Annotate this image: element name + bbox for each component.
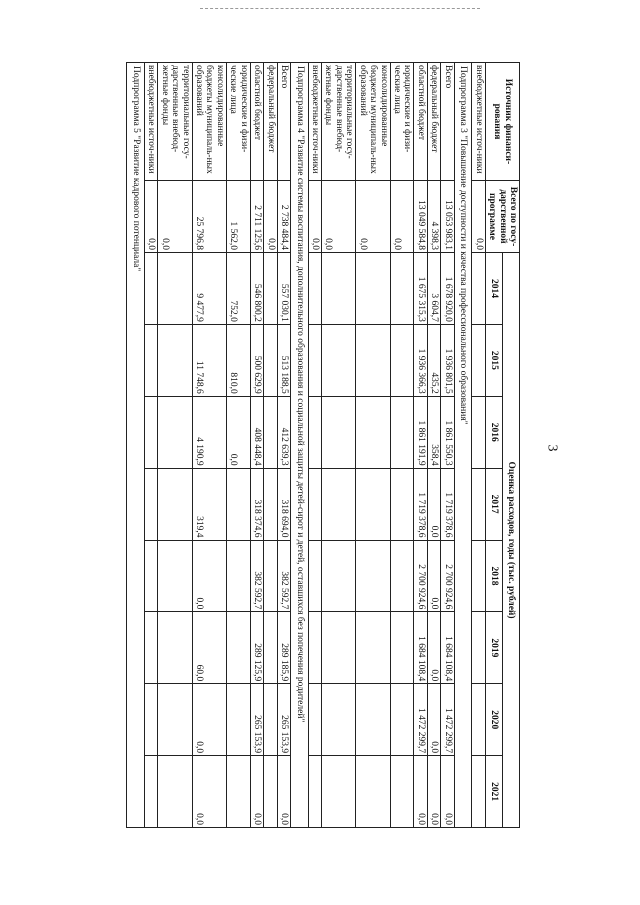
row-total: 0,0 [308,181,321,253]
row-year-value [308,756,321,828]
row-year-value: 0,0 [192,756,226,828]
row-source-label: областной бюджет [414,63,427,181]
row-year-value: 752,0 [226,253,250,325]
row-year-value [322,396,356,468]
row-year-value [158,612,192,684]
row-source-label: консолидированные бюджеты муниципаль-ных образований [356,63,390,181]
row-year-value [390,540,414,612]
header-year: 2021 [485,756,502,828]
row-year-value [264,324,277,396]
header-year: 2014 [485,253,502,325]
row-year-value: 2 700 924,6 [441,540,454,612]
header-year: 2019 [485,612,502,684]
table-row [322,63,356,828]
row-year-value [226,468,250,540]
row-year-value [356,324,390,396]
row-year-value: 0,0 [427,540,440,612]
row-source-label: территориальные госу-дарственные внебюд-жетные фонды [158,63,192,181]
row-year-value: 1 684 108,4 [441,612,454,684]
header-estimate: Оценка расходов, годы (тыс. рублей) [502,253,519,828]
table-row [250,63,263,828]
subprogram-row [127,63,144,828]
row-year-value [308,396,321,468]
row-year-value: 408 448,4 [250,396,263,468]
header-year: 2018 [485,540,502,612]
row-year-value: 318 694,0 [277,468,290,540]
row-year-value [472,324,485,396]
row-source-label: внебюджетные источ-ники [308,63,321,181]
row-year-value: 1 719 378,6 [414,468,427,540]
row-year-value [472,253,485,325]
row-year-value [226,684,250,756]
row-year-value [144,324,157,396]
row-year-value [356,253,390,325]
row-year-value [264,756,277,828]
table-row [158,63,192,828]
row-source-label: областной бюджет [250,63,263,181]
rotated-table-wrapper [126,62,520,828]
scan-marks [200,8,480,13]
row-year-value [308,684,321,756]
subprogram-row [291,63,308,828]
row-total: 0,0 [390,181,414,253]
row-year-value [390,684,414,756]
header-year: 2016 [485,396,502,468]
row-year-value [144,684,157,756]
row-year-value: 1 861 191,9 [414,396,427,468]
row-source-label: внебюджетные источ-ники [472,63,485,181]
table-row [427,63,440,828]
row-source-label: Всего [441,63,454,181]
row-total: 0,0 [264,181,277,253]
row-source-label: Всего [277,63,290,181]
row-year-value: 289 125,9 [250,612,263,684]
row-year-value [390,253,414,325]
row-year-value: 0,0 [250,756,263,828]
row-total: 25 796,8 [192,181,226,253]
header-source: Источник финанси-рования [485,63,519,181]
row-total: 0,0 [356,181,390,253]
row-year-value: 382 592,7 [277,540,290,612]
row-year-value [322,612,356,684]
row-year-value: 500 629,9 [250,324,263,396]
row-year-value [144,253,157,325]
row-year-value [356,756,390,828]
row-source-label: консолидированные бюджеты муниципаль-ных образований [192,63,226,181]
row-source-label: федеральный бюджет [427,63,440,181]
row-total: 13 049 584,8 [414,181,427,253]
row-year-value: 1 719 378,6 [441,468,454,540]
subprogram-row [454,63,471,828]
row-year-value: 319,4 [192,468,226,540]
row-total: 13 053 983,1 [441,181,454,253]
row-year-value [264,468,277,540]
row-year-value [264,253,277,325]
table-row [414,63,427,828]
row-year-value [472,540,485,612]
row-year-value [322,540,356,612]
row-year-value [356,684,390,756]
row-year-value: 435,2 [427,324,440,396]
row-year-value [390,612,414,684]
table-row [192,63,226,828]
row-year-value [158,540,192,612]
table-row [308,63,321,828]
row-year-value: 382 592,7 [250,540,263,612]
row-year-value [144,540,157,612]
table-row [144,63,157,828]
row-year-value: 2 700 924,6 [414,540,427,612]
row-year-value [308,324,321,396]
row-year-value [226,612,250,684]
row-year-value: 1 684 108,4 [414,612,427,684]
header-total: Всего по госу-дарственной программе [485,181,519,253]
row-year-value [264,612,277,684]
row-year-value: 9 477,9 [192,253,226,325]
row-year-value [322,756,356,828]
row-year-value: 265 153,9 [277,684,290,756]
subprogram-title: Подпрограмма 3 "Повышение доступности и качества профессионального образования" [454,63,471,828]
row-source-label: федеральный бюджет [264,63,277,181]
row-year-value: 0,0 [277,756,290,828]
row-year-value [356,396,390,468]
table-row [356,63,390,828]
row-year-value [226,540,250,612]
table-row [226,63,250,828]
row-year-value [144,612,157,684]
row-year-value [144,396,157,468]
header-year: 2015 [485,324,502,396]
row-source-label: юридические и физи-ческие лица [226,63,250,181]
row-year-value: 546 800,2 [250,253,263,325]
row-year-value: 3 604,7 [427,253,440,325]
row-year-value: 1 678 920,0 [441,253,454,325]
row-year-value: 1 861 550,3 [441,396,454,468]
row-year-value: 1 472 299,7 [441,684,454,756]
row-year-value [356,540,390,612]
row-total: 2 711 125,6 [250,181,263,253]
finance-table [126,62,520,828]
row-total: 4 398,3 [427,181,440,253]
row-year-value: 11 748,6 [192,324,226,396]
row-year-value [472,396,485,468]
row-year-value: 265 153,9 [250,684,263,756]
row-year-value [158,396,192,468]
row-year-value [356,468,390,540]
subprogram-title: Подпрограмма 4 "Развитие системы воспитания, дополнительного образования и социальной защиты детей-сирот и детей, оставшихся без попечения родителей" [291,63,308,828]
row-year-value [158,756,192,828]
row-year-value: 0,0 [427,756,440,828]
row-year-value: 0,0 [441,756,454,828]
row-year-value [472,468,485,540]
header-year: 2020 [485,684,502,756]
row-year-value [322,324,356,396]
row-total: 0,0 [472,181,485,253]
row-year-value [390,468,414,540]
row-year-value: 412 639,3 [277,396,290,468]
row-year-value [308,253,321,325]
row-year-value [308,612,321,684]
row-year-value: 60,0 [192,612,226,684]
row-year-value: 318 374,6 [250,468,263,540]
row-year-value [144,468,157,540]
page-number: 3 [544,444,560,452]
row-year-value [144,756,157,828]
row-year-value [158,253,192,325]
row-year-value [322,684,356,756]
row-year-value: 289 185,9 [277,612,290,684]
row-year-value [472,756,485,828]
row-year-value [158,684,192,756]
row-year-value [264,540,277,612]
row-year-value [264,396,277,468]
row-total: 2 738 484,4 [277,181,290,253]
row-year-value [308,468,321,540]
row-total: 1 562,0 [226,181,250,253]
row-year-value [472,612,485,684]
row-year-value [390,324,414,396]
row-total: 0,0 [144,181,157,253]
row-year-value [158,468,192,540]
row-year-value: 0,0 [414,756,427,828]
row-year-value: 0,0 [427,612,440,684]
header-year: 2017 [485,468,502,540]
row-year-value: 0,0 [427,468,440,540]
row-year-value: 0,0 [192,540,226,612]
row-year-value [390,396,414,468]
row-year-value [322,468,356,540]
row-total: 0,0 [322,181,356,253]
row-year-value: 1 936 801,5 [441,324,454,396]
row-year-value [226,756,250,828]
table-row [441,63,454,828]
row-year-value: 0,0 [192,684,226,756]
row-year-value [322,253,356,325]
row-year-value: 557 030,1 [277,253,290,325]
row-year-value [308,540,321,612]
row-year-value: 1 675 315,3 [414,253,427,325]
row-year-value: 0,0 [226,396,250,468]
table-row [277,63,290,828]
row-year-value: 513 188,5 [277,324,290,396]
row-year-value [472,684,485,756]
table-row [472,63,485,828]
row-year-value [356,612,390,684]
row-year-value: 4 190,9 [192,396,226,468]
row-year-value [390,756,414,828]
row-source-label: территориальные госу-дарственные внебюд-жетные фонды [322,63,356,181]
table-row [264,63,277,828]
row-source-label: юридические и физи-ческие лица [390,63,414,181]
row-year-value [158,324,192,396]
row-source-label: внебюджетные источ-ники [144,63,157,181]
row-year-value: 1 472 299,7 [414,684,427,756]
table-row [390,63,414,828]
row-year-value: 358,4 [427,396,440,468]
table-body [127,63,485,828]
subprogram-title: Подпрограмма 5 "Развитие кадрового потенциала" [127,63,144,828]
row-year-value: 810,0 [226,324,250,396]
row-year-value: 1 936 366,3 [414,324,427,396]
row-year-value: 0,0 [427,684,440,756]
row-year-value [264,684,277,756]
row-total: 0,0 [158,181,192,253]
